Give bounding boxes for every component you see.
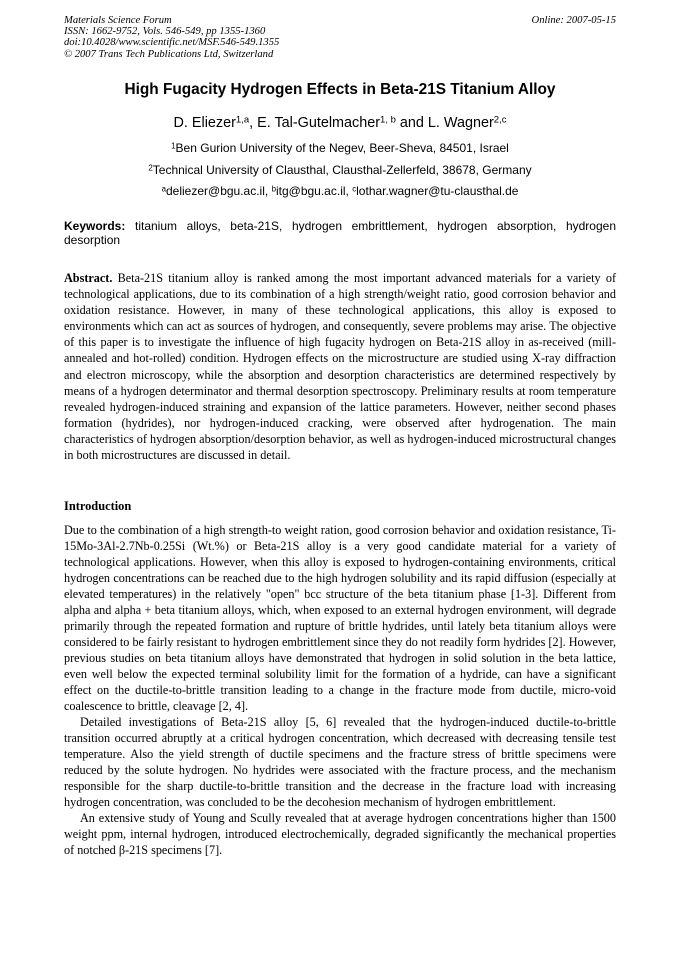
introduction-body (64, 522, 616, 858)
keywords-text: titanium alloys, beta-21S, hydrogen embrittlement, hydrogen absorption, hydrogen desorption (64, 219, 616, 247)
author-superscript: 1,a (235, 114, 250, 126)
abstract-paragraph (64, 270, 616, 463)
affiliation-text: Technical University of Clausthal, Clausthal-Zellerfeld, 38678, Germany (152, 163, 532, 177)
doi-line: doi:10.4028/www.scientific.net/MSF.546-549.1355 (64, 37, 280, 49)
abstract-label: Abstract. (64, 271, 113, 285)
email-superscript: b (271, 184, 276, 194)
keywords-label: Keywords: (64, 219, 126, 233)
author-list (64, 115, 616, 131)
author-emails (64, 184, 616, 198)
author-name: E. Tal-Gutelmacher (257, 115, 381, 131)
affiliation-2 (64, 163, 616, 177)
paper-title: High Fugacity Hydrogen Effects in Beta-21S Titanium Alloy (124, 81, 556, 98)
author-separator: , (249, 115, 258, 131)
email-address: deliezer@bgu.ac.il, (165, 184, 272, 198)
issn-line: ISSN: 1662-9752, Vols. 546-549, pp 1355-1360 (64, 26, 266, 38)
affiliation-text: Ben Gurion University of the Negev, Beer-Sheva, 84501, Israel (175, 141, 509, 155)
online-date: Online: 2007-05-15 (531, 15, 616, 26)
author-separator: and (395, 115, 428, 131)
author-superscript: 2,c (493, 114, 507, 126)
section-heading-introduction: Introduction (64, 499, 132, 513)
email-address: lothar.wagner@tu-clausthal.de (356, 184, 519, 198)
affiliation-1 (64, 141, 616, 155)
journal-name: Materials Science Forum (64, 15, 172, 26)
keywords-paragraph (64, 219, 616, 247)
body-paragraph: Due to the combination of a high strength-to weight ration, good corrosion behavior and oxidation resistance, Ti-15Mo-3Al-2.7Nb-0.25Si (Wt.%) or Beta-21S alloy is a very good candidate material for a variety of technological applications. However, when this alloy is exposed to hydrogen-containing environments, critical hydrogen concentrations can be reached due to the high hydrogen solubility and its rapid diffusion (especially at elevated temperatures) in the relatively "open" bcc structure of the beta titanium phase [1-3]. Different from alpha and alpha + beta titanium alloys, which, when exposed to an external hydrogen environment, will degrade primarily through the repeated formation and rupture of brittle hydrides, until lately beta titanium alloys were considered to be fairly resistant to hydrogen embrittlement since they do not readily form hydrides [2]. However, previous studies on beta titanium alloys have demonstrated that hydrogen in solid solution in the beta lattice, even well below the expected terminal solubility limit for the formation of a hydride, can have a significant effect on the ductile-to-brittle transition leading to a change in the fracture mode from ductile, micro-void coalescence to brittle, cleavage [2, 4]. (64, 523, 616, 713)
author-superscript: 1, b (380, 114, 396, 126)
affiliation-superscript: 2 (148, 163, 153, 173)
affiliation-superscript: 1 (171, 141, 176, 151)
abstract-text: Beta-21S titanium alloy is ranked among the most important advanced materials for a variety of technological applications, due to its combination of a high strength/weight ratio, good corrosion behavior and oxidation resistance. However, in many of these technological applications, this alloy is exposed to environments which can act as sources of hydrogen, and consequently, severe problems may arise. The objective of this paper is to investigate the influence of high fugacity hydrogen on Beta-21S alloy in as-received (mill-annealed and hot-rolled) condition. Hydrogen effects on the microstructure are studied using X-ray diffraction and electron microscopy, while the absorption and desorption characteristics are determined respectively by means of a hydrogen determinator and thermal desorption spectroscopy. Preliminary results at room temperature revealed hydrogen-induced straining and expansion of the lattice parameters. However, neither second phases formation (hydrides), nor hydrogen-induced cracking, were observed after hydrogenation. The main characteristics of hydrogen absorption/desorption behavior, as well as hydrogen-induced microstructural changes in both microstructures are discussed in detail. (64, 271, 616, 463)
running-header (64, 15, 616, 60)
body-paragraph: Detailed investigations of Beta-21S alloy [5, 6] revealed that the hydrogen-induced ductile-to-brittle transition occurred abruptly at a critical hydrogen concentration, which decreased with decreasing tensile test temperature. Also the yield strength of ductile specimens and the fracture stress of brittle specimens were reduced by the solute hydrogen. No hydrides were associated with the fracture process, and the mechanism responsible for the sharp ductile-to-brittle transition and the decrease in the fracture load with increasing hydrogen concentration, was concluded to be the decohesion mechanism of hydrogen embrittlement. (64, 715, 616, 809)
email-superscript: c (352, 184, 357, 194)
author-name: D. Eliezer (173, 115, 236, 131)
body-paragraph: An extensive study of Young and Scully revealed that at average hydrogen concentrations higher than 1500 weight ppm, internal hydrogen, introduced electrochemically, degraded significantly the mechanical properties of notched β-21S specimens [7]. (64, 811, 616, 857)
copyright-line: © 2007 Trans Tech Publications Ltd, Switzerland (64, 48, 274, 60)
email-superscript: a (161, 184, 166, 194)
author-name: L. Wagner (427, 115, 494, 131)
email-address: itg@bgu.ac.il, (275, 184, 353, 198)
